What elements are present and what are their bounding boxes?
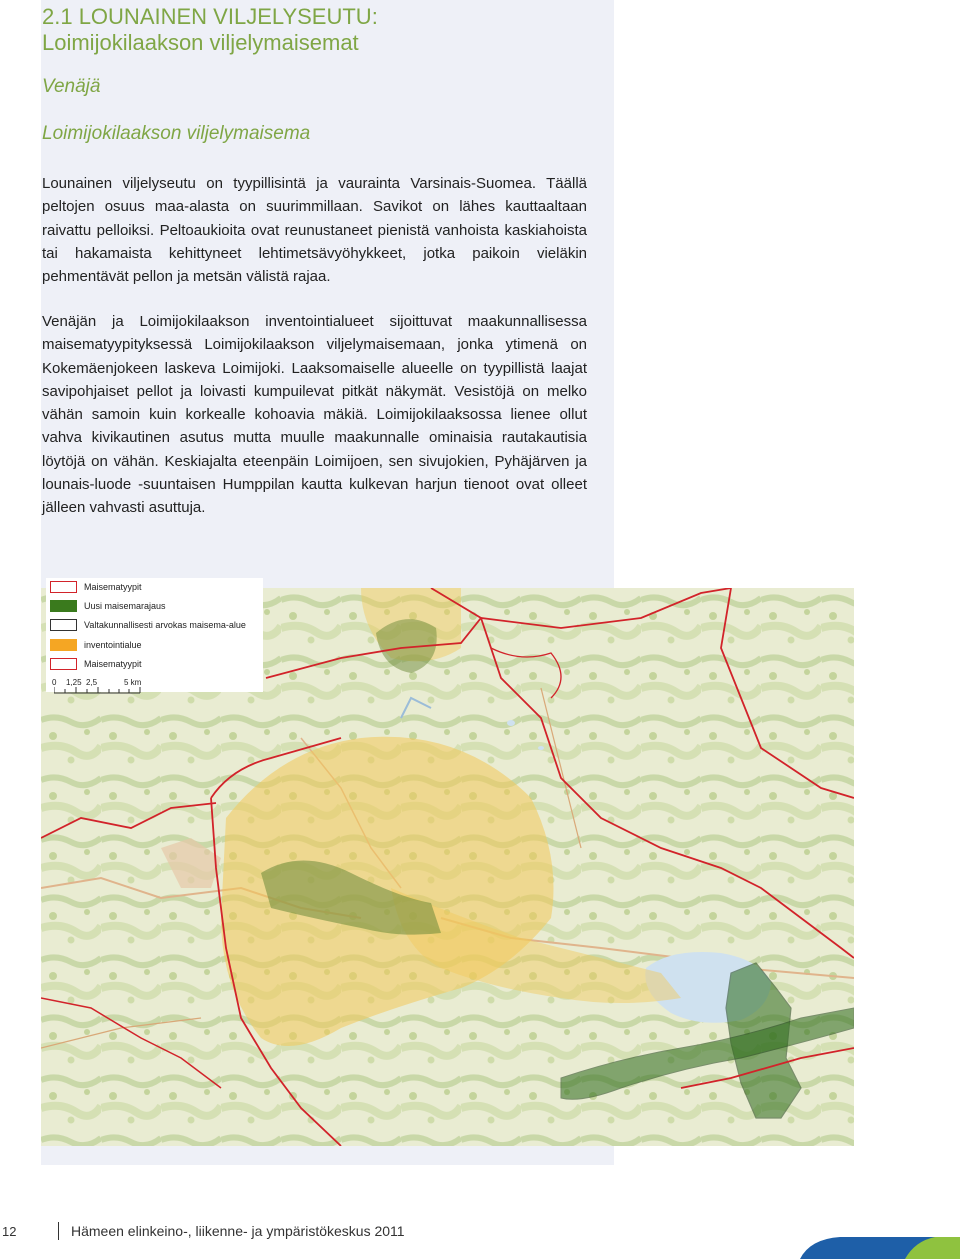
legend-swatch-orange [50, 639, 77, 651]
footer-decoration [800, 1237, 960, 1259]
legend-swatch-green [50, 600, 77, 612]
scale-ticks [54, 687, 144, 695]
section-heading [42, 4, 602, 56]
map-legend [46, 578, 263, 692]
scale-label: 5 km [124, 678, 142, 687]
scale-label: 2,5 [86, 678, 98, 687]
heading-line-1: 2.1 LOUNAINEN VILJELYSEUTU: [42, 4, 378, 29]
legend-label: Maisematyypit [84, 659, 142, 669]
body-paragraph-1: Lounainen viljelyseutu on tyypillisintä ja vaurainta Varsinais-Suomea. Täällä peltojen osuus maa-alasta on suurimmillaan. Savikot on lähes kauttaaltaan raivattu pelloiksi. Peltoaukioita ovat reunustaneet pienistä vanhoista kaskiahoista tai hakamaista kehittyneet lehtimetsävyöhykkeet, jotka paikoin vieläkin pehmentävät pellon ja metsän välistä rajaa. [42, 175, 587, 286]
legend-swatch-red-outline [50, 581, 77, 593]
legend-item [50, 638, 142, 652]
subheading-loimijokilaakso: Loimijokilaakson viljelymaisema [42, 123, 311, 144]
map-scale-bar [52, 678, 182, 692]
legend-label: Maisematyypit [84, 582, 142, 592]
heading-line-2: Loimijokilaakson viljelymaisemat [42, 30, 359, 55]
subheading-venaja: Venäjä [42, 76, 101, 97]
footer-publisher: Hämeen elinkeino-, liikenne- ja ympäristökeskus 2011 [71, 1223, 405, 1239]
page-footer [0, 1214, 960, 1259]
legend-item [50, 599, 166, 613]
page-number: 12 [2, 1224, 17, 1239]
legend-label: Valtakunnallisesti arvokas maisema-alue [84, 620, 246, 630]
scale-label: 0 [52, 678, 57, 687]
legend-item [50, 657, 142, 671]
footer-separator [58, 1222, 59, 1240]
scale-label: 1,25 [66, 678, 82, 687]
legend-label: inventointialue [84, 640, 142, 650]
legend-swatch-red-outline [50, 658, 77, 670]
body-paragraph-2: Venäjän ja Loimijokilaakson inventointialueet sijoittuvat maakunnallisessa maisematyypityksessä Loimijokilaakson viljelymaisemaan, jonka ytimenä on Kokemäenjokeen laskeva Loimijoki. Laaksomaiselle alueelle on tyypillistä laajat savipohjaiset pellot ja loivasti kumpuilevat pitkät näkymät. Vesistöjä on melko vähän samoin kuin korkealle kohoavia mäkiä. Loimijokilaaksossa lienee ollut vahva kivikautinen asutus mutta muulle maakunnalle ominaisia rautakautisia löytöjä on vähän. Keskiajalta eteenpäin Loimijoen, sen sivujokien, Pyhäjärven ja lounais-luode -suuntaisen Humppilan kautta kulkevan harjun tienoot ovat olleet jälleen vahvasti asuttuja. [42, 313, 587, 517]
legend-item [50, 580, 142, 594]
legend-item [50, 618, 246, 632]
legend-swatch-black-outline [50, 619, 77, 631]
legend-label: Uusi maisemarajaus [84, 601, 166, 611]
